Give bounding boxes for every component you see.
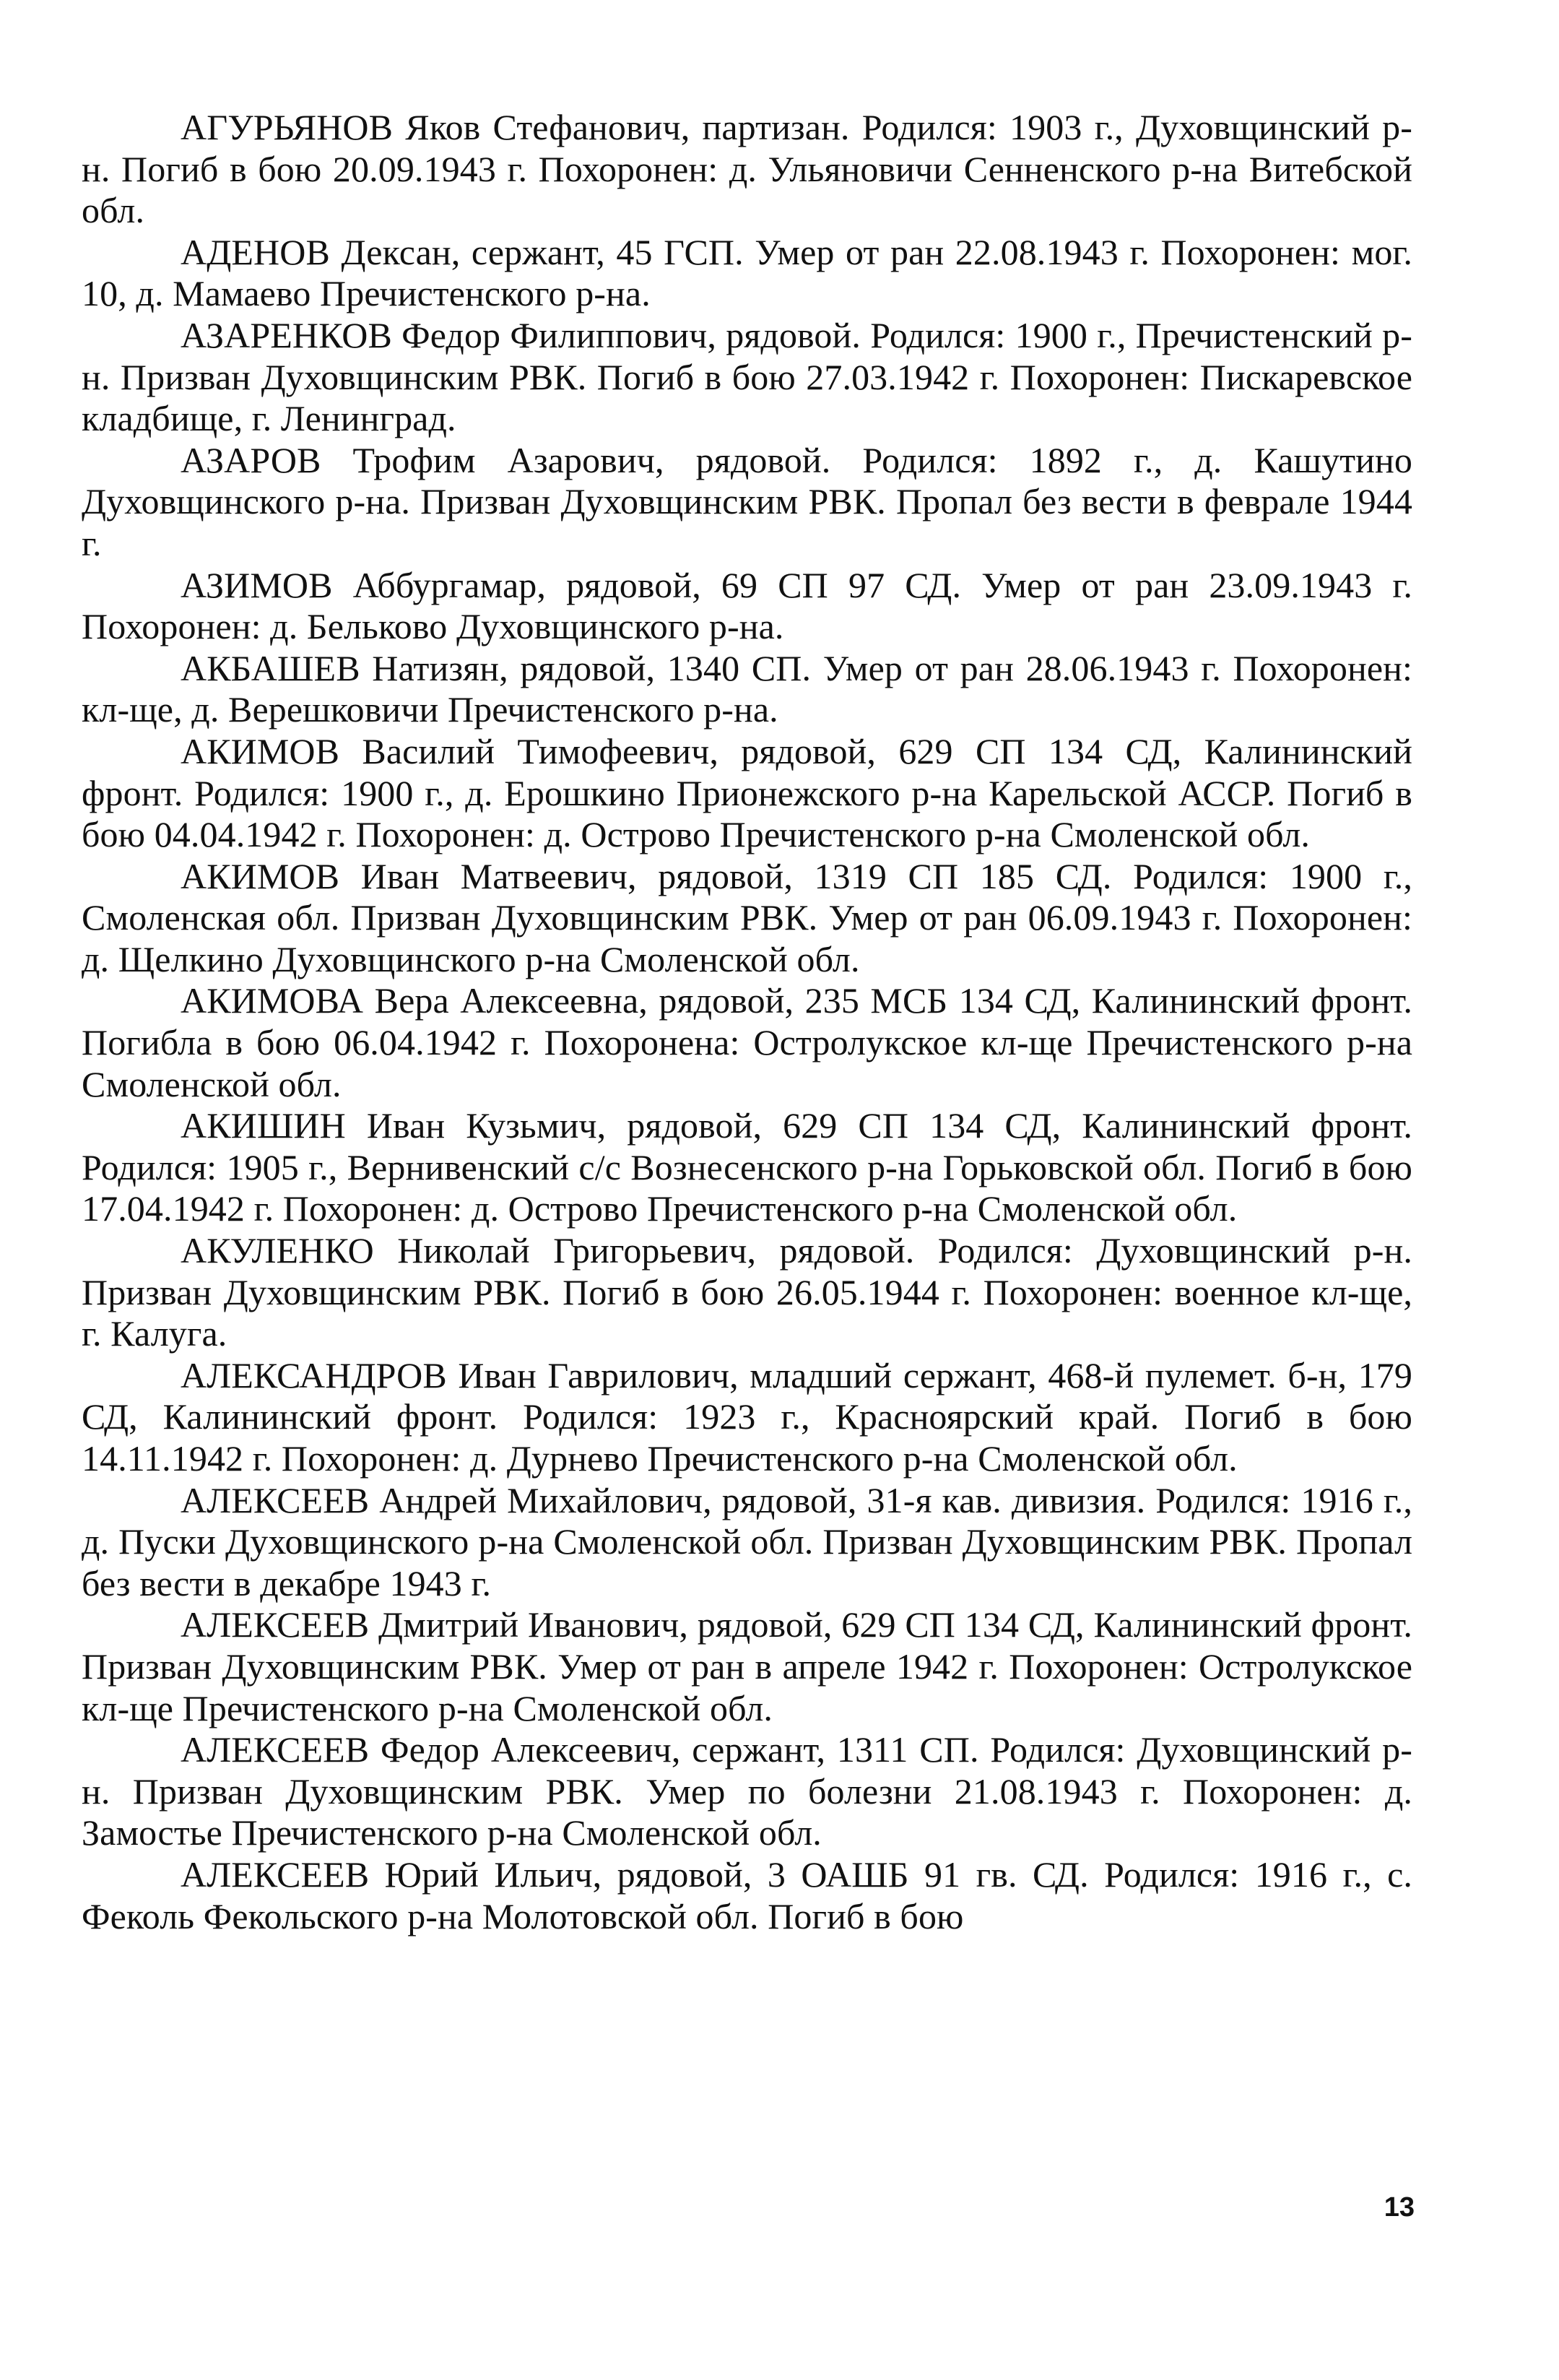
list-entry: АКИШИН Иван Кузьмич, рядовой, 629 СП 134 СД, Калининский фронт. Родился: 1905 г., Вернивенский с/с Вознесенского р-на Горьковской обл. Погиб в бою 17.04.1942 г. Похоронен: д. Острово Пречистенского р-на Смоленской обл. [82, 1105, 1412, 1229]
list-entry: АКБАШЕВ Натизян, рядовой, 1340 СП. Умер от ран 28.06.1943 г. Похоронен: кл-ще, д. Верешковичи Пречистенского р-на. [82, 647, 1412, 730]
list-entry: АЛЕКСЕЕВ Юрий Ильич, рядовой, 3 ОАШБ 91 гв. СД. Родился: 1916 г., с. Феколь Фекольского р-на Молотовской обл. Погиб в бою [82, 1853, 1412, 1937]
list-entry: АГУРЬЯНОВ Яков Стефанович, партизан. Родился: 1903 г., Духовщинский р-н. Погиб в бою 20.09.1943 г. Похоронен: д. Ульяновичи Сенненского р-на Витебской обл. [82, 107, 1412, 231]
list-entry: АКИМОВА Вера Алексеевна, рядовой, 235 МСБ 134 СД, Калининский фронт. Погибла в бою 06.04.1942 г. Похоронена: Остролукское кл-ще Пречистенского р-на Смоленской обл. [82, 980, 1412, 1104]
list-entry: АЛЕКСЕЕВ Дмитрий Иванович, рядовой, 629 СП 134 СД, Калининский фронт. Призван Духовщинским РВК. Умер от ран в апреле 1942 г. Похоронен: Остролукское кл-ще Пречистенского р-на Смоленской обл. [82, 1604, 1412, 1728]
page-number: 13 [1384, 2192, 1415, 2223]
memorial-list [82, 107, 1412, 1937]
list-entry: АЗИМОВ Аббургамар, рядовой, 69 СП 97 СД. Умер от ран 23.09.1943 г. Похоронен: д. Бельково Духовщинского р-на. [82, 564, 1412, 647]
list-entry: АКУЛЕНКО Николай Григорьевич, рядовой. Родился: Духовщинский р-н. Призван Духовщинским РВК. Погиб в бою 26.05.1944 г. Похоронен: военное кл-ще, г. Калуга. [82, 1230, 1412, 1354]
list-entry: АДЕНОВ Дексан, сержант, 45 ГСП. Умер от ран 22.08.1943 г. Похоронен: мог. 10, д. Мамаево Пречистенского р-на. [82, 231, 1412, 314]
list-entry: АЗАРЕНКОВ Федор Филиппович, рядовой. Родился: 1900 г., Пречистенский р-н. Призван Духовщинским РВК. Погиб в бою 27.03.1942 г. Похоронен: Пискаревское кладбище, г. Ленинград. [82, 314, 1412, 439]
list-entry: АЛЕКСЕЕВ Андрей Михайлович, рядовой, 31-я кав. дивизия. Родился: 1916 г., д. Пуски Духовщинского р-на Смоленской обл. Призван Духовщинским РВК. Пропал без вести в декабре 1943 г. [82, 1479, 1412, 1604]
list-entry: АЛЕКСЕЕВ Федор Алексеевич, сержант, 1311 СП. Родился: Духовщинский р-н. Призван Духовщинским РВК. Умер по болезни 21.08.1943 г. Похоронен: д. Замостье Пречистенского р-на Смоленской обл. [82, 1729, 1412, 1853]
list-entry: АЛЕКСАНДРОВ Иван Гаврилович, младший сержант, 468-й пулемет. б-н, 179 СД, Калининский фронт. Родился: 1923 г., Красноярский край. Погиб в бою 14.11.1942 г. Похоронен: д. Дурнево Пречистенского р-на Смоленской обл. [82, 1354, 1412, 1479]
list-entry: АЗАРОВ Трофим Азарович, рядовой. Родился: 1892 г., д. Кашутино Духовщинского р-на. Призван Духовщинским РВК. Пропал без вести в феврале 1944 г. [82, 439, 1412, 563]
list-entry: АКИМОВ Василий Тимофеевич, рядовой, 629 СП 134 СД, Калининский фронт. Родился: 1900 г., д. Ерошкино Прионежского р-на Карельской АССР. Погиб в бою 04.04.1942 г. Похоронен: д. Острово Пречистенского р-на Смоленской обл. [82, 730, 1412, 855]
list-entry: АКИМОВ Иван Матвеевич, рядовой, 1319 СП 185 СД. Родился: 1900 г., Смоленская обл. Призван Духовщинским РВК. Умер от ран 06.09.1943 г. Похоронен: д. Щелкино Духовщинского р-на Смоленской обл. [82, 855, 1412, 979]
